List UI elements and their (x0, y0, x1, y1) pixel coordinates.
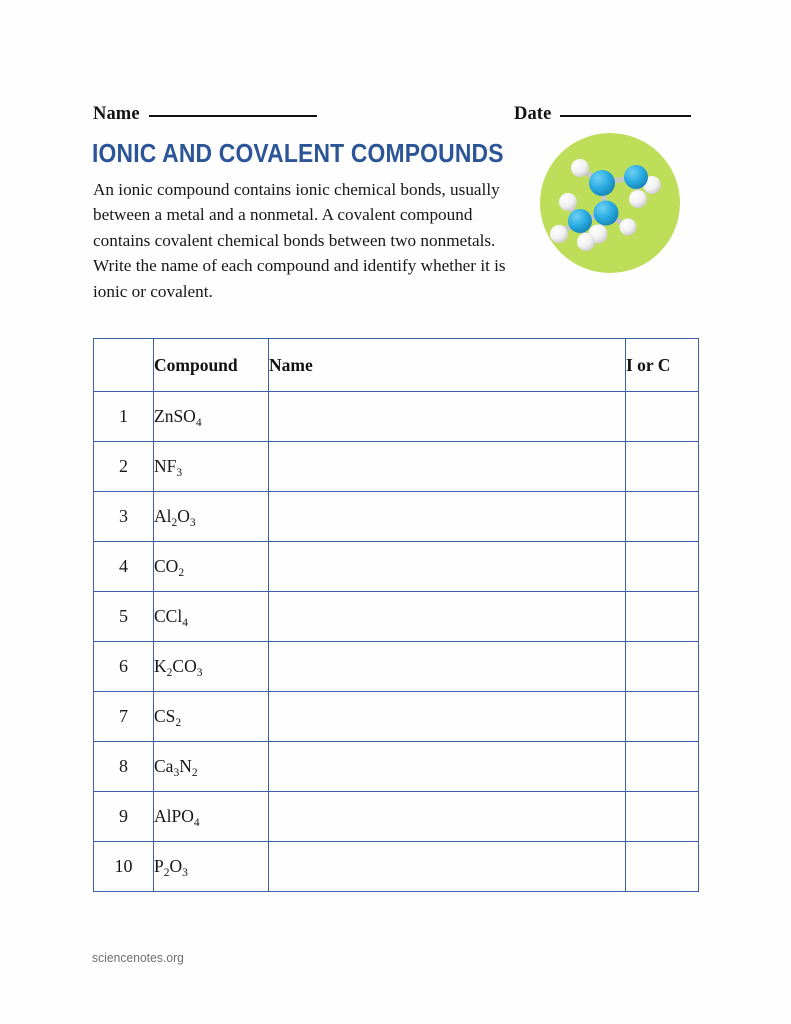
page-title: IONIC AND COVALENT COMPOUNDS (92, 138, 504, 168)
intro-paragraph: An ionic compound contains ionic chemical bonds, usually between a metal and a nonmetal. A covalent compound contains covalent chemical bonds between two nonmetals. Write the name of each compound and identify whether it is ionic or covalent. (93, 180, 506, 301)
answer-ioc-cell[interactable] (626, 842, 699, 892)
header-compound: Compound (154, 339, 269, 392)
row-number: 7 (94, 692, 154, 742)
carbon-atom (589, 170, 615, 196)
table-row (94, 842, 699, 892)
answer-ioc-cell[interactable] (626, 592, 699, 642)
answer-name-cell[interactable] (269, 642, 626, 692)
row-number: 2 (94, 442, 154, 492)
hydrogen-atom (620, 219, 637, 236)
row-number: 8 (94, 742, 154, 792)
answer-ioc-cell[interactable] (626, 542, 699, 592)
carbon-atom (624, 165, 648, 189)
answer-name-cell[interactable] (269, 792, 626, 842)
table-header-row (94, 339, 699, 392)
header-number (94, 339, 154, 392)
compound-formula: ZnSO$_4$ (154, 392, 269, 442)
name-field[interactable] (93, 104, 317, 125)
compounds-table (93, 338, 699, 892)
header-ioc: I or C (626, 339, 699, 392)
hydrogen-atom (629, 190, 647, 208)
table-row (94, 492, 699, 542)
date-write-line[interactable] (560, 115, 691, 117)
answer-name-cell[interactable] (269, 442, 626, 492)
name-write-line[interactable] (149, 115, 317, 117)
compound-formula: $Ca_3N_2$ (154, 742, 269, 792)
table-row (94, 392, 699, 442)
carbon-atom (568, 209, 592, 233)
name-date-row (93, 104, 698, 130)
row-number: 4 (94, 542, 154, 592)
table-row (94, 642, 699, 692)
answer-ioc-cell[interactable] (626, 792, 699, 842)
answer-name-cell[interactable] (269, 592, 626, 642)
answer-ioc-cell[interactable] (626, 742, 699, 792)
compound-formula: $Al_2O_3$ (154, 492, 269, 542)
footer-credit: sciencenotes.org (92, 950, 184, 965)
hydrogen-atom (559, 193, 577, 211)
answer-name-cell[interactable] (269, 742, 626, 792)
row-number: 1 (94, 392, 154, 442)
compound-formula: $P_2O_3$ (154, 842, 269, 892)
row-number: 5 (94, 592, 154, 642)
answer-name-cell[interactable] (269, 392, 626, 442)
answer-name-cell[interactable] (269, 542, 626, 592)
compound-formula: $K_2CO_3$ (154, 642, 269, 692)
hydrogen-atom (571, 159, 589, 177)
compound-formula: $NF_3$ (154, 442, 269, 492)
carbon-atom (594, 201, 619, 226)
date-label: Date (514, 104, 552, 124)
answer-name-cell[interactable] (269, 492, 626, 542)
answer-ioc-cell[interactable] (626, 642, 699, 692)
table-body (94, 392, 699, 892)
date-field[interactable] (514, 104, 691, 125)
molecule-model-icon (540, 133, 680, 273)
table-row (94, 742, 699, 792)
molecule-illustration (540, 133, 680, 273)
header-name: Name (269, 339, 626, 392)
answer-name-cell[interactable] (269, 842, 626, 892)
answer-ioc-cell[interactable] (626, 392, 699, 442)
answer-name-cell[interactable] (269, 692, 626, 742)
answer-ioc-cell[interactable] (626, 492, 699, 542)
table-row (94, 592, 699, 642)
table-row (94, 792, 699, 842)
row-number: 9 (94, 792, 154, 842)
row-number: 3 (94, 492, 154, 542)
answer-ioc-cell[interactable] (626, 442, 699, 492)
table-row (94, 442, 699, 492)
hydrogen-atom (577, 233, 595, 251)
hydrogen-atom (550, 225, 568, 243)
name-label: Name (93, 104, 140, 124)
row-number: 10 (94, 842, 154, 892)
table-row (94, 542, 699, 592)
compound-formula: CCl$_4$ (154, 592, 269, 642)
compound-formula: $CO_2$ (154, 542, 269, 592)
row-number: 6 (94, 642, 154, 692)
compound-formula: AlPO$_4$ (154, 792, 269, 842)
table-row (94, 692, 699, 742)
compound-formula: $CS_2$ (154, 692, 269, 742)
answer-ioc-cell[interactable] (626, 692, 699, 742)
